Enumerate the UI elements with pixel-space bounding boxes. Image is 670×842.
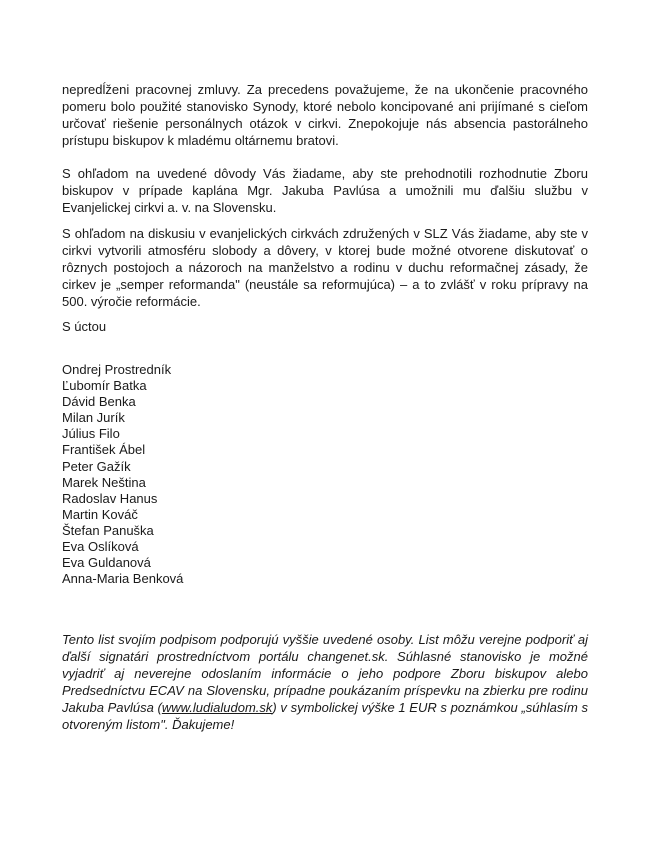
support-note-text-end: ) v symbolickej výške 1 EUR s poznámkou „súhlasím s otvoreným listom". Ďakujeme! — [62, 700, 588, 732]
signatory-name: Štefan Panuška — [62, 522, 154, 538]
ludialudom-link[interactable]: www.ludialudom.sk — [161, 700, 273, 715]
signatory-name: Martin Kováč — [62, 506, 138, 522]
support-note — [62, 631, 588, 733]
support-note-text: Tento list svojím podpisom podporujú vyššie uvedené osoby. List môžu verejne podporiť aj ďalší signatári prostredníctvom portálu changenet.sk. Súhlasné stanovisko je možné vyjadriť aj neverejne odoslaním informácie o jeho podpore Zboru biskupov alebo Predsedníctvu ECAV na Slovensku, prípadne poukázaním príspevku na zbierku pre rodinu Jakuba Pavlúsa ( — [62, 632, 588, 715]
signatory-name: Eva Guldanová — [62, 555, 151, 571]
signatory-name: Dávid Benka — [62, 394, 136, 410]
signatory-name: Anna-Maria Benková — [62, 571, 184, 587]
closing-salutation: S úctou — [62, 319, 107, 334]
signatory-name: Július Filo — [62, 426, 120, 442]
signatory-name: Eva Oslíková — [62, 539, 139, 555]
signatory-name: Peter Gažík — [62, 458, 131, 474]
signatory-name: Ondrej Prostredník — [62, 362, 172, 377]
signatories-list — [62, 362, 183, 587]
signatory-name: Radoslav Hanus — [62, 490, 158, 506]
signatory-name: Ľubomír Batka — [62, 378, 147, 394]
paragraph-contract-termination: nepredĺženi pracovnej zmluvy. Za precedens považujeme, že na ukončenie pracovného pomeru bolo použité stanovisko Synody, ktoré nebolo koncipované ani prijímané s cieľom určovať riešenie personálnych otázok v cirkvi. Znepokojuje nás absencia pastorálneho prístupu biskupov k mladému oltárnemu bratovi. — [62, 82, 588, 148]
signatory-name: Marek Neština — [62, 474, 146, 490]
signatory-name: František Ábel — [62, 442, 146, 458]
signatory-name: Milan Jurík — [62, 410, 125, 426]
paragraph-request-reconsideration: S ohľadom na uvedené dôvody Vás žiadame, aby ste prehodnotili rozhodnutie Zboru biskupov v prípade kaplána Mgr. Jakuba Pavlúsa a umožnili mu ďalšiu službu v Evanjelickej cirkvi a. v. na Slovensku. — [62, 166, 588, 215]
paragraph-request-open-discussion: S ohľadom na diskusiu v evanjelických cirkvách združených v SLZ Vás žiadame, aby ste v cirkvi vytvorili atmosféru slobody a dôvery, v ktorej bude možné otvorene diskutovať o rôznych postojoch a názoroch na manželstvo a rodinu v duchu reformačnej zásady, že cirkev je „semper reformanda" (neustále sa reformujúca) – a to zvlášť v roku prípravy na 500. výročie reformácie. — [62, 226, 588, 309]
